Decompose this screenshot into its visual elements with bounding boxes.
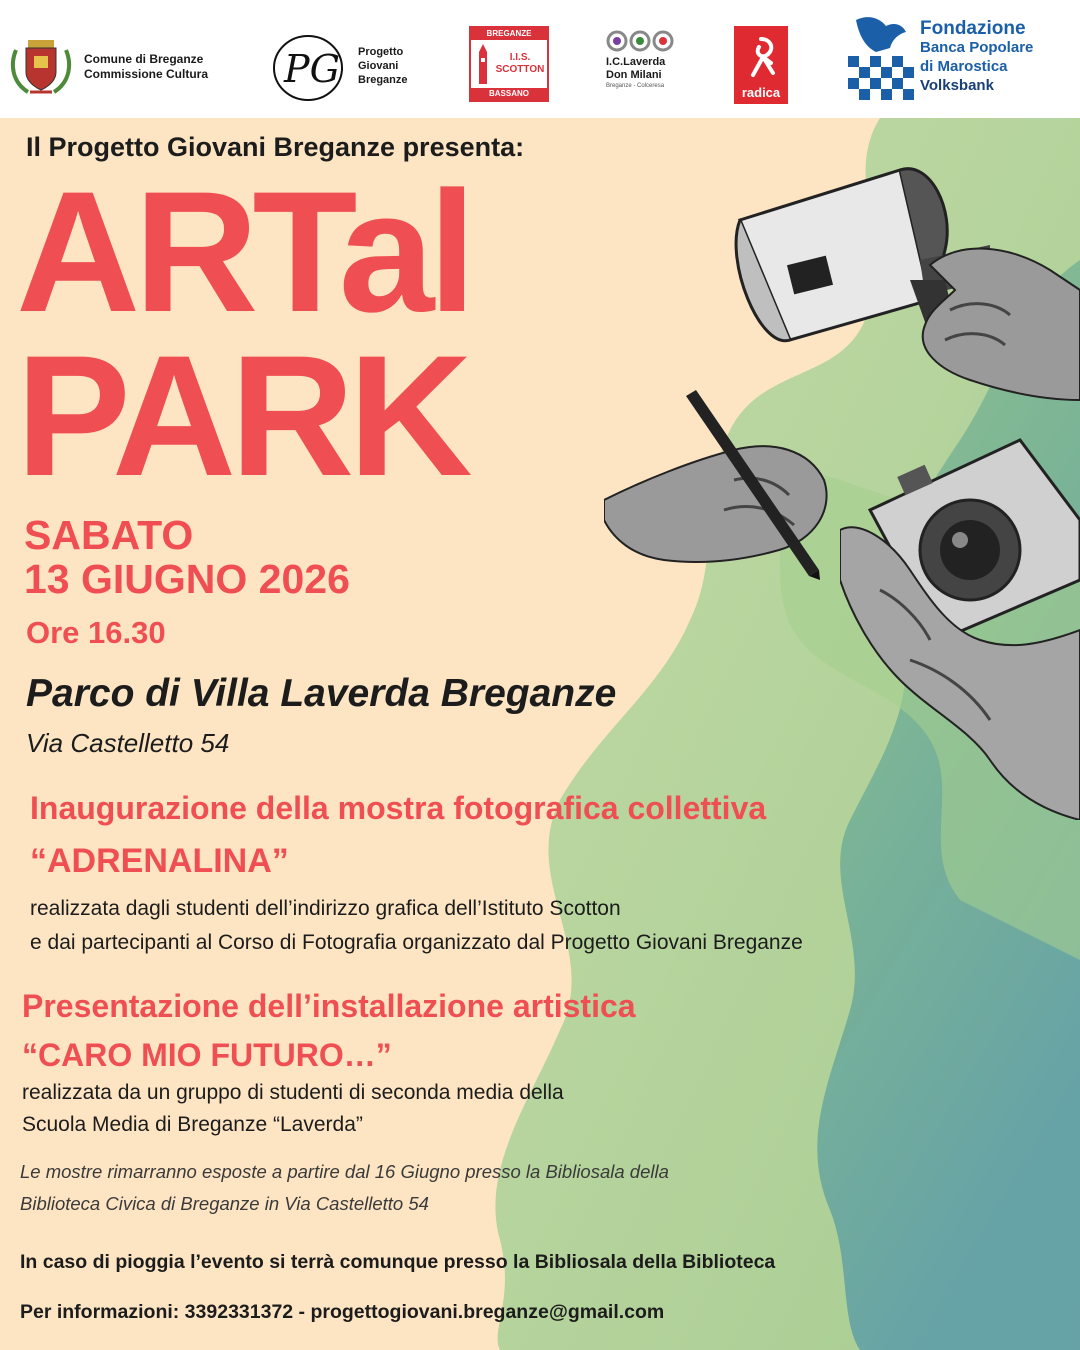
- section1-name: “ADRENALINA”: [30, 842, 289, 880]
- scotton-mid1: I.I.S.: [509, 52, 531, 63]
- laverda-line2: Don Milani: [606, 69, 662, 81]
- camera-hand-illustration: [840, 430, 1080, 820]
- event-address: Via Castelletto 54: [26, 728, 230, 758]
- rain-notice: In caso di pioggia l’evento si terrà comunque presso la Bibliosala della Biblioteca: [20, 1251, 776, 1273]
- radica-figure-icon: [741, 35, 781, 81]
- scotton-bottom: BASSANO: [471, 88, 547, 100]
- fondazione-logo: [846, 12, 1033, 102]
- comune-line2: Commissione Cultura: [84, 67, 209, 81]
- event-day: SABATO: [24, 512, 194, 558]
- pen-hand-illustration: [604, 390, 834, 580]
- presenter-text: Il Progetto Giovani Breganze presenta:: [26, 132, 525, 162]
- section2-desc1: realizzata da un gruppo di studenti di seconda media della: [22, 1081, 564, 1104]
- fondazione-line4: Volksbank: [920, 77, 994, 94]
- laverda-line3: Breganze - Colceresa: [606, 83, 665, 89]
- coat-of-arms-icon: [8, 36, 74, 98]
- circles-icon: [606, 30, 674, 52]
- scotton-mid2: SCOTTON: [495, 64, 545, 75]
- logo-bar: [0, 0, 1080, 118]
- event-time: Ore 16.30: [26, 615, 166, 650]
- tower-icon: [474, 44, 492, 84]
- section1-desc1: realizzata dagli studenti dell’indirizzo grafica dell’Istituto Scotton: [30, 897, 621, 920]
- pg-line3: Breganze: [358, 74, 408, 86]
- fondazione-line2: Banca Popolare: [920, 39, 1034, 56]
- radica-logo: [734, 26, 788, 104]
- comune-line1: Comune di Breganze: [84, 52, 204, 66]
- title-line2: PARK: [16, 320, 467, 512]
- pg-mark-icon: [270, 28, 348, 104]
- lion-checker-icon: [846, 12, 916, 102]
- section1-heading: Inaugurazione della mostra fotografica collettiva: [30, 790, 767, 826]
- laverda-logo: [606, 30, 674, 91]
- contact-info: Per informazioni: 3392331372 - progettogiovani.breganze@gmail.com: [20, 1301, 665, 1323]
- laverda-line1: I.C.Laverda: [606, 56, 666, 68]
- comune-logo: [8, 36, 208, 98]
- pg-line2: Giovani: [358, 60, 399, 72]
- pg-line1: Progetto: [358, 46, 404, 58]
- fondazione-line3: di Marostica: [920, 58, 1008, 75]
- radica-label: radica: [741, 85, 781, 100]
- note-line1: Le mostre rimarranno esposte a partire dal 16 Giugno presso la Bibliosala della: [20, 1161, 669, 1182]
- pg-logo: [270, 28, 408, 104]
- event-date: 13 GIUGNO 2026: [24, 556, 350, 602]
- megaphone-hand-illustration: [730, 150, 1080, 410]
- section1-desc2: e dai partecipanti al Corso di Fotografia organizzato dal Progetto Giovani Breganze: [30, 931, 803, 954]
- note-line2: Biblioteca Civica di Breganze in Via Castelletto 54: [20, 1193, 429, 1214]
- title-line1: ARTal: [16, 156, 471, 348]
- section2-heading: Presentazione dell’installazione artistica: [22, 988, 636, 1024]
- fondazione-line1: Fondazione: [920, 18, 1026, 39]
- scotton-top: BREGANZE: [471, 28, 547, 40]
- section2-name: “CARO MIO FUTURO…”: [22, 1037, 392, 1073]
- scotton-logo: [469, 26, 549, 102]
- event-venue: Parco di Villa Laverda Breganze: [26, 672, 617, 715]
- pg-mark-text: PG: [284, 47, 340, 91]
- section2-desc2: Scuola Media di Breganze “Laverda”: [22, 1113, 363, 1136]
